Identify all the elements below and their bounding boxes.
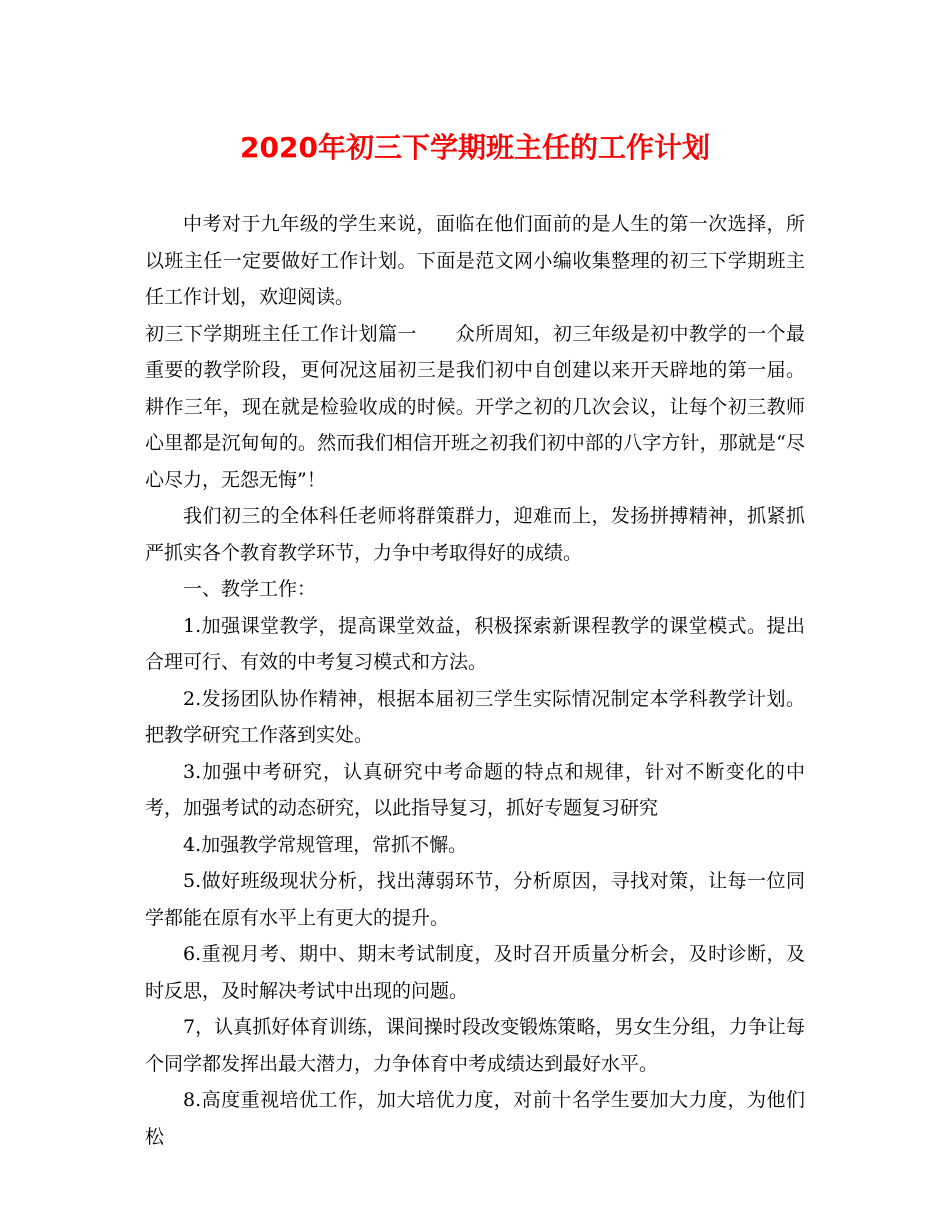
list-item: 3.加强中考研究，认真研究中考命题的特点和规律，针对不断变化的中考，加强考试的动态研究，以此指导复习，抓好专题复习研究 [145, 760, 805, 819]
section-heading: 一、教学工作： [183, 578, 317, 600]
list-item: 7，认真抓好体育训练，课间操时段改变锻炼策略，男女生分组，力争让每个同学都发挥出最大潜力，力争体育中考成绩达到最好水平。 [145, 1016, 805, 1075]
list-item: 5.做好班级现状分析，找出薄弱环节，分析原因，寻找对策，让每一位同学都能在原有水平上有更大的提升。 [145, 870, 805, 929]
document-page [145, 128, 805, 1155]
list-item: 4.加强教学常规管理，常抓不懈。 [183, 833, 468, 856]
list-item: 8.高度重视培优工作，加大培优力度，对前十名学生要加大力度，为他们松 [145, 1089, 805, 1148]
list-item: 2.发扬团队协作精神，根据本届初三学生实际情况制定本学科教学计划。把教学研究工作落到实处。 [145, 687, 805, 746]
list-item: 1.加强课堂教学，提高课堂效益，积极探索新课程教学的课堂模式。提出合理可行、有效的中考复习模式和方法。 [145, 614, 805, 673]
intro-paragraph: 中考对于九年级的学生来说，面临在他们面前的是人生的第一次选择，所以班主任一定要做好工作计划。下面是范文网小编收集整理的初三下学期班主任工作计划，欢迎阅读。 [145, 213, 805, 308]
list-item: 6.重视月考、期中、期末考试制度，及时召开质量分析会，及时诊断，及时反思，及时解决考试中出现的问题。 [145, 943, 805, 1002]
body-paragraph: 初三下学期班主任工作计划篇一 众所周知，初三年级是初中教学的一个最重要的教学阶段，更何况这届初三是我们初中自创建以来开天辟地的第一届。耕作三年，现在就是检验收成的时候。开学之初的几次会议，让每个初三教师心里都是沉甸甸的。然而我们相信开班之初我们初中部的八字方针，那就是“尽心尽力，无怨无悔”！ [145, 322, 805, 491]
body-paragraph: 我们初三的全体科任老师将群策群力，迎难而上，发扬拼搏精神，抓紧抓严抓实各个教育教学环节，力争中考取得好的成绩。 [145, 505, 805, 564]
document-title: 2020年初三下学期班主任的工作计划 [240, 131, 710, 164]
